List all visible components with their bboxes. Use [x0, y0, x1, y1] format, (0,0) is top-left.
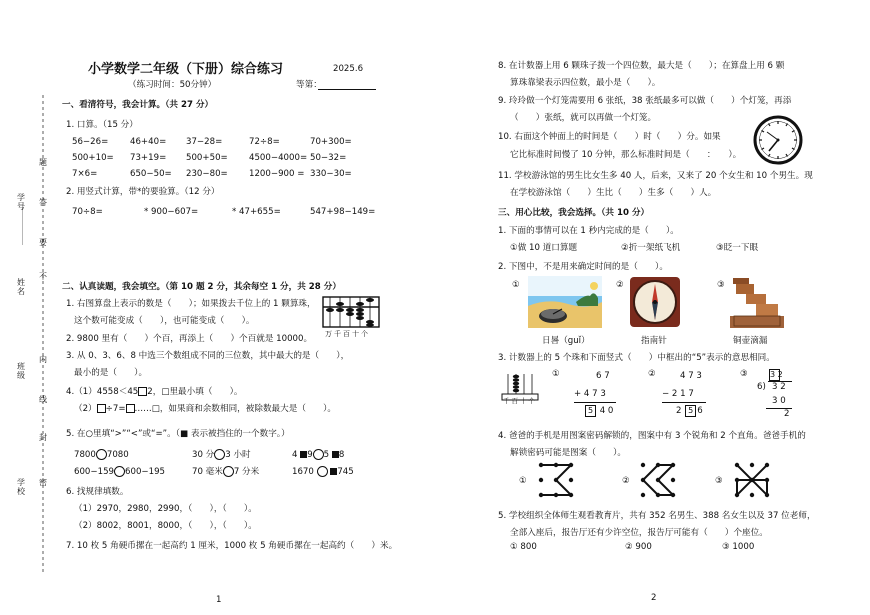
compare-item [292, 449, 344, 461]
fill-q7: 7. 10 枚 5 角硬币摞在一起高约 1 厘米，1000 枚 5 角硬币摞在一起高约（ ）米。 [66, 541, 398, 551]
cmp-left: 1670 [292, 467, 314, 477]
fill-q6: 6. 找规律填数。 [66, 487, 129, 497]
oral-item: 230−80= [186, 169, 228, 179]
fill-q8a: 8. 在计数器上用 6 颗珠子拨一个四位数，最大是（ ）；在算盘上用 6 颗 [498, 61, 785, 71]
fill-q5: 5. 在○里填“>”“<”或“=”。（■ 表示被挡住的一个数字。） [66, 429, 290, 439]
choice-option[interactable]: ① 800 [510, 542, 537, 552]
class-label: 班级 [17, 362, 25, 380]
choice-option[interactable]: ②折一架纸飞机 [621, 243, 681, 253]
fill-q4a-prefix: 4.（1）4558＜45 [66, 387, 139, 397]
compare-circle[interactable] [313, 449, 324, 460]
choice-option[interactable]: ③ 1000 [722, 542, 755, 552]
exam-date: 2025.6 [333, 64, 364, 74]
compare-circle[interactable] [114, 466, 125, 477]
seal-char: 线 [39, 395, 47, 404]
abacus-place-labels [325, 329, 370, 340]
sidebar-underlines [22, 205, 52, 565]
oral-item: 73+19= [130, 153, 167, 163]
oral-item: 4500−4000= [249, 153, 308, 163]
choice-option[interactable]: ③眨一下眼 [716, 243, 759, 253]
boxed-digit: 5 [585, 405, 596, 417]
section2-heading: 二、认真读题，我会填空。（第 10 题 2 分，其余每空 1 分，共 28 分） [62, 282, 341, 292]
oral-item: 650−50= [130, 169, 172, 179]
fill-q4b-suffix: ……□，如果商和余数相同，被除数最大是（ ）。 [134, 404, 337, 414]
cmp-left: 70 毫米 [192, 467, 223, 477]
fill-q9a: 9. 玲玲做一个灯笼需要用 6 张纸，38 张纸最多可以做（ ）个灯笼，再添 [498, 96, 792, 106]
fill-q3b: 最小的是（ ）。 [74, 368, 148, 378]
seal-char: 答 [39, 198, 47, 207]
frame-label: 百 [511, 397, 520, 405]
fill-q10b: 它比标准时间慢了 10 分钟，那么标准时间是（ ： ）。 [510, 150, 742, 160]
image-caption: 铜壶滴漏 [733, 336, 768, 346]
compare-circle[interactable] [223, 466, 234, 477]
fill-q2: 2. 9800 里有（ ）个百，再添上（ ）个百就是 10000。 [66, 334, 313, 344]
calc1-result [584, 405, 613, 417]
blank-box[interactable] [138, 387, 147, 396]
vertical-calc-item: * 900−607= [144, 207, 199, 217]
compare-item [192, 449, 251, 461]
calc3-dividend: 3 2 [772, 382, 786, 392]
fill-q4a-suffix: 2，□里最小填（ ）。 [147, 387, 243, 397]
vertical-calc-item: 70÷8= [72, 207, 103, 217]
school-label: 学校 [17, 478, 25, 496]
calc3-divisor: 6) [757, 382, 766, 392]
cmp-digit: 9 [307, 450, 313, 460]
time-note: （练习时间：50分钟） [128, 80, 217, 90]
abacus-label: 十 [352, 330, 361, 338]
oral-item: 1200−900 = [249, 169, 305, 179]
q2-title: 2. 用竖式计算，带*的要验算。（12 分） [66, 187, 220, 197]
q1-title: 1. 口算。（15 分） [66, 120, 138, 130]
cmp-right: 600−195 [125, 467, 166, 477]
frame-label: 千 [503, 397, 512, 405]
choice-q5b: 全部入座后，报告厅还有少许空位，报告厅可能有（ ）个座位。 [510, 528, 768, 538]
seal-char: 题 [39, 158, 47, 167]
fill-q6b: （2）8002，8001，8000，（ ），（ ）。 [74, 521, 257, 531]
clock-icon [752, 114, 804, 166]
section3-heading: 三、用心比较，我会选择。（共 10 分） [498, 208, 650, 218]
calc2-rule [662, 402, 706, 403]
seal-char: 封 [39, 433, 47, 442]
compare-item [192, 466, 259, 478]
unlock-pattern-3[interactable] [732, 460, 772, 500]
calc1-line1: 6 7 [596, 371, 610, 381]
fill-q3a: 3. 从 0、3、6、8 中选三个数组成不同的三位数，其中最大的是（ ）， [66, 351, 350, 361]
cmp-left: 600−159 [74, 467, 115, 477]
calc3-product: 3 0 [772, 396, 786, 406]
choice-q4b: 解锁密码可能是图案（ ）。 [510, 448, 627, 458]
counting-frame-labels [503, 396, 537, 407]
oral-item: 70+300= [310, 137, 352, 147]
calc1-rule [574, 402, 616, 403]
compare-item [74, 449, 129, 461]
option-number: ② [622, 476, 630, 486]
compare-circle[interactable] [214, 449, 225, 460]
unlock-pattern-1[interactable] [536, 460, 576, 500]
sundial-image [528, 276, 602, 328]
blank-box[interactable] [126, 404, 135, 413]
page-number-1: 1 [216, 595, 222, 605]
cmp-digit: 5 [323, 450, 330, 460]
calc2-digit: 6 [697, 406, 703, 416]
compare-circle[interactable] [317, 466, 328, 477]
option-number: ③ [717, 280, 725, 290]
fill-q1b: 这个数可能变成（ ），也可能变成（ ）。 [74, 316, 255, 326]
vertical-calc-item: 547+98−149= [310, 207, 376, 217]
hidden-digit [332, 451, 339, 458]
choice-option[interactable]: ①做 10 道口算题 [510, 243, 578, 253]
oral-item: 50−32= [310, 153, 347, 163]
oral-item: 46+40= [130, 137, 167, 147]
seal-char: 要 [39, 238, 47, 247]
calc1-line2: + 4 7 3 [574, 389, 606, 399]
abacus-label: 个 [361, 330, 370, 338]
fill-q4b-mid: ÷7= [105, 404, 126, 414]
option-number: ③ [740, 369, 748, 379]
fill-q4b [74, 404, 336, 415]
grade-label: 等第： [296, 80, 322, 90]
cmp-digit: 8 [338, 450, 345, 460]
calc2-line2: − 2 1 7 [662, 389, 694, 399]
fill-q10a: 10. 右面这个钟面上的时间是（ ）时（ ）分。如果 [498, 132, 721, 142]
cmp-right: 7 分米 [233, 467, 260, 477]
oral-item: 500+50= [186, 153, 228, 163]
fill-q6a: （1）2970，2980，2990，（ ），（ ）。 [74, 504, 257, 514]
option-number: ③ [715, 476, 723, 486]
choice-q2: 2. 下图中，不是用来确定时间的是（ ）。 [498, 262, 668, 272]
cmp-right: 7080 [106, 450, 129, 460]
fill-q4b-label: （2） [74, 404, 97, 414]
calc2-result [676, 405, 703, 417]
choice-option[interactable]: ② 900 [625, 542, 652, 552]
seal-char: 内 [39, 355, 47, 364]
oral-item: 56−26= [72, 137, 109, 147]
boxed-digit: 5 [685, 405, 696, 417]
student-name-label: 姓名 [17, 278, 25, 296]
calc2-digit: 2 [676, 406, 682, 416]
compass-image [627, 276, 683, 328]
calc3-remainder: 2 [784, 409, 790, 419]
page-title: 小学数学二年级（下册）综合练习 [88, 62, 284, 77]
choice-q3: 3. 计数器上的 5 个珠和下面竖式（ ）中框出的“5”表示的意思相同。 [498, 353, 775, 363]
page-number-2: 2 [651, 593, 657, 603]
cmp-right: 3 小时 [225, 450, 251, 460]
grade-blank[interactable] [318, 89, 376, 90]
fill-q11b: 在学校游泳馆（ ）生比（ ）生多（ ）人。 [510, 188, 717, 198]
option-number: ① [552, 369, 560, 379]
frame-label: 个 [528, 397, 537, 405]
section1-heading: 一、看清符号，我会计算。（共 27 分） [62, 100, 214, 110]
abacus-label: 千 [334, 330, 343, 338]
abacus-label: 万 [325, 330, 334, 338]
fill-q8b: 算珠靠梁表示四位数，最小是（ ）。 [510, 78, 661, 88]
oral-item: 7×6= [72, 169, 98, 179]
oral-item: 37−28= [186, 137, 223, 147]
blank-box[interactable] [97, 404, 106, 413]
choice-q5a: 5. 学校组织全体师生观看教育片，共有 352 名男生、388 名女生以及 37 位老师， [498, 511, 816, 521]
fill-q1a: 1. 右图算盘上表示的数是（ ）；如果拨去千位上的 1 颗算珠， [66, 299, 316, 309]
seal-char: 不 [39, 272, 47, 281]
oral-item: 500+10= [72, 153, 114, 163]
fill-q9b: （ ）张纸，就可以再做一个灯笼。 [510, 113, 657, 123]
cmp-left: 30 分 [192, 450, 215, 460]
option-number: ② [616, 280, 624, 290]
compare-item [292, 466, 354, 478]
oral-item: 72÷8= [249, 137, 280, 147]
choice-q1: 1. 下面的事情可以在 1 秒内完成的是（ ）。 [498, 226, 679, 236]
cmp-left: 7800 [74, 450, 96, 460]
compare-circle[interactable] [96, 449, 107, 460]
compare-item [74, 466, 165, 478]
option-number: ① [519, 476, 527, 486]
seal-char: 密 [39, 478, 47, 487]
choice-q4a: 4. 爸爸的手机是用图案密码解锁的，图案中有 3 个锐角和 2 个直角。爸爸手机的 [498, 431, 806, 441]
abacus-label: 百 [343, 330, 352, 338]
image-caption: 日晷（guǐ） [542, 336, 590, 346]
boxed-digit: 3 2 [770, 370, 783, 379]
student-id-label: 学号 [17, 193, 25, 211]
cmp-digit: 4 [292, 450, 298, 460]
option-number: ② [648, 369, 656, 379]
option-number: ① [512, 280, 520, 290]
calc3-quotient [768, 369, 781, 381]
calc2-line1: 4 7 3 [680, 371, 702, 381]
vertical-calc-item: * 47+655= [232, 207, 281, 217]
fill-q4a [66, 387, 243, 398]
oral-item: 330−30= [310, 169, 352, 179]
water-clock-image [730, 276, 784, 328]
image-caption: 指南针 [641, 336, 667, 346]
calc1-rest: 4 0 [599, 406, 614, 416]
cmp-right: 745 [337, 467, 354, 477]
unlock-pattern-2[interactable] [638, 460, 678, 500]
fill-q11a: 11. 学校游泳馆的男生比女生多 40 人，后来，又来了 20 个女生和 10 个男生。现 [498, 171, 813, 181]
frame-label: 十 [520, 397, 529, 405]
